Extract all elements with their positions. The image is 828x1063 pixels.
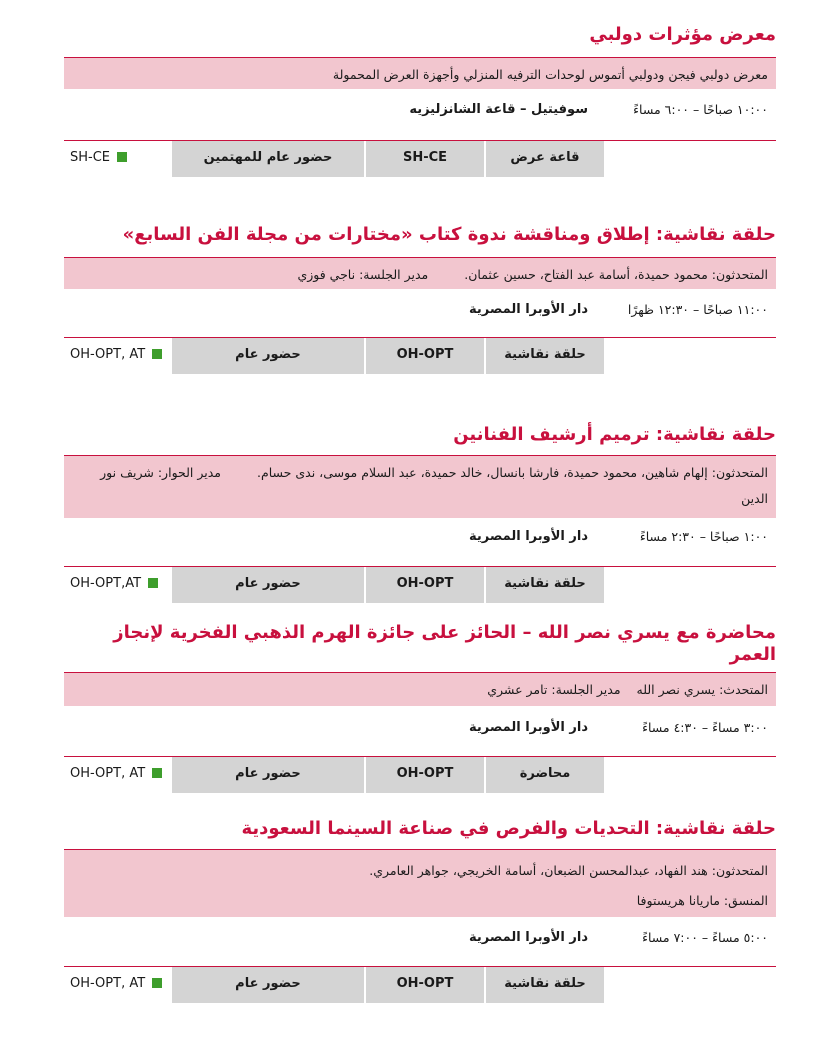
- event-type: محاضرة: [486, 757, 604, 793]
- description-line: معرض دولبي فيجن ودولبي أتموس لوحدات الترفيه المنزلي وأجهزة العرض المحمولة: [332, 67, 768, 82]
- event-tag: [70, 141, 127, 177]
- event-info-row: [64, 337, 776, 374]
- time-venue-row: [64, 300, 776, 320]
- event-type: حلقة نقاشية: [486, 567, 604, 603]
- event-time: ١١:٠٠ صباحًا – ١٢:٣٠ ظهرًا: [627, 302, 768, 317]
- event-time: ١:٠٠ صباحًا – ٢:٣٠ مساءً: [639, 529, 768, 544]
- description-line: المتحدثون: إلهام شاهين، محمود حميدة، فارشا بانسال، خالد حميدة، عبد السلام موسى، ندى حسام.: [256, 465, 768, 480]
- event-attendance: حضور عام: [172, 567, 364, 603]
- green-square-icon: [117, 152, 127, 162]
- description-line: المتحدثون: هند الفهاد، عبدالمحسن الضبعان، أسامة الخريجي، جواهر العامري.: [369, 863, 768, 878]
- event-time: ١٠:٠٠ صباحًا – ٦:٠٠ مساءً: [633, 102, 768, 117]
- green-square-icon: [152, 349, 162, 359]
- event-type: قاعة عرض: [486, 141, 604, 177]
- event-code: OH-OPT: [366, 338, 484, 374]
- tag-text: OH-OPT, AT: [70, 976, 146, 991]
- tag-text: SH-CE: [70, 150, 111, 165]
- event-attendance: حضور عام: [172, 338, 364, 374]
- time-venue-row: [64, 928, 776, 948]
- description-line: مدير الجلسة: ناجي فوزي: [297, 267, 429, 282]
- tag-text: OH-OPT, AT: [70, 766, 146, 781]
- event-description-band: [64, 257, 776, 289]
- description-line: مدير الجلسة: تامر عشري: [487, 682, 621, 697]
- event-tag: [70, 757, 162, 793]
- event-type: حلقة نقاشية: [486, 338, 604, 374]
- event-title: محاضرة مع يسري نصر الله – الحائز على جائزة الهرم الذهبي الفخرية لإنجاز العمر: [113, 622, 776, 665]
- event-tag: [70, 967, 162, 1003]
- event-tag: [70, 338, 162, 374]
- event-time: ٣:٠٠ مساءً – ٤:٣٠ مساءً: [642, 720, 768, 735]
- event-description-band: [64, 672, 776, 706]
- event-description-band: [64, 57, 776, 89]
- time-venue-row: [64, 718, 776, 738]
- tag-text: OH-OPT,AT: [70, 576, 142, 591]
- event-venue: دار الأوبرا المصرية: [468, 720, 588, 735]
- event-code: OH-OPT: [366, 757, 484, 793]
- event-title: حلقة نقاشية: التحديات والفرص في صناعة السينما السعودية: [241, 818, 776, 839]
- event-description-band: [64, 455, 776, 518]
- event-venue: دار الأوبرا المصرية: [468, 529, 588, 544]
- event-info-row: [64, 966, 776, 1003]
- green-square-icon: [148, 578, 158, 588]
- event-attendance: حضور عام للمهتمين: [172, 141, 364, 177]
- event-tag: [70, 567, 158, 603]
- event-code: OH-OPT: [366, 967, 484, 1003]
- event-title: معرض مؤثرات دولبي: [589, 24, 776, 45]
- event-title: حلقة نقاشية: ترميم أرشيف الفنانين: [453, 424, 776, 445]
- description-line: المنسق: ماريانا هريستوفا: [636, 893, 768, 908]
- event-code: OH-OPT: [366, 567, 484, 603]
- description-line: المتحدث: يسري نصر الله: [636, 682, 768, 697]
- event-description-band: [64, 849, 776, 917]
- description-line: مدير الحوار: شريف نور الدين: [100, 465, 768, 506]
- green-square-icon: [152, 978, 162, 988]
- event-code: SH-CE: [366, 141, 484, 177]
- event-venue: دار الأوبرا المصرية: [468, 930, 588, 945]
- event-info-row: [64, 566, 776, 603]
- event-title: حلقة نقاشية: إطلاق ومناقشة ندوة كتاب «مختارات من مجلة الفن السابع»: [122, 224, 776, 245]
- event-time: ٥:٠٠ مساءً – ٧:٠٠ مساءً: [642, 930, 768, 945]
- event-venue: دار الأوبرا المصرية: [468, 302, 588, 317]
- event-attendance: حضور عام: [172, 967, 364, 1003]
- green-square-icon: [152, 768, 162, 778]
- time-venue-row: [64, 527, 776, 547]
- event-info-row: [64, 756, 776, 793]
- event-venue: سوفيتيل – قاعة الشانزليزيه: [409, 102, 588, 117]
- event-attendance: حضور عام: [172, 757, 364, 793]
- event-info-row: [64, 140, 776, 177]
- description-line: المتحدثون: محمود حميدة، أسامة عبد الفتاح، حسين عثمان.: [464, 267, 768, 282]
- event-type: حلقة نقاشية: [486, 967, 604, 1003]
- tag-text: OH-OPT, AT: [70, 347, 146, 362]
- time-venue-row: [64, 100, 776, 120]
